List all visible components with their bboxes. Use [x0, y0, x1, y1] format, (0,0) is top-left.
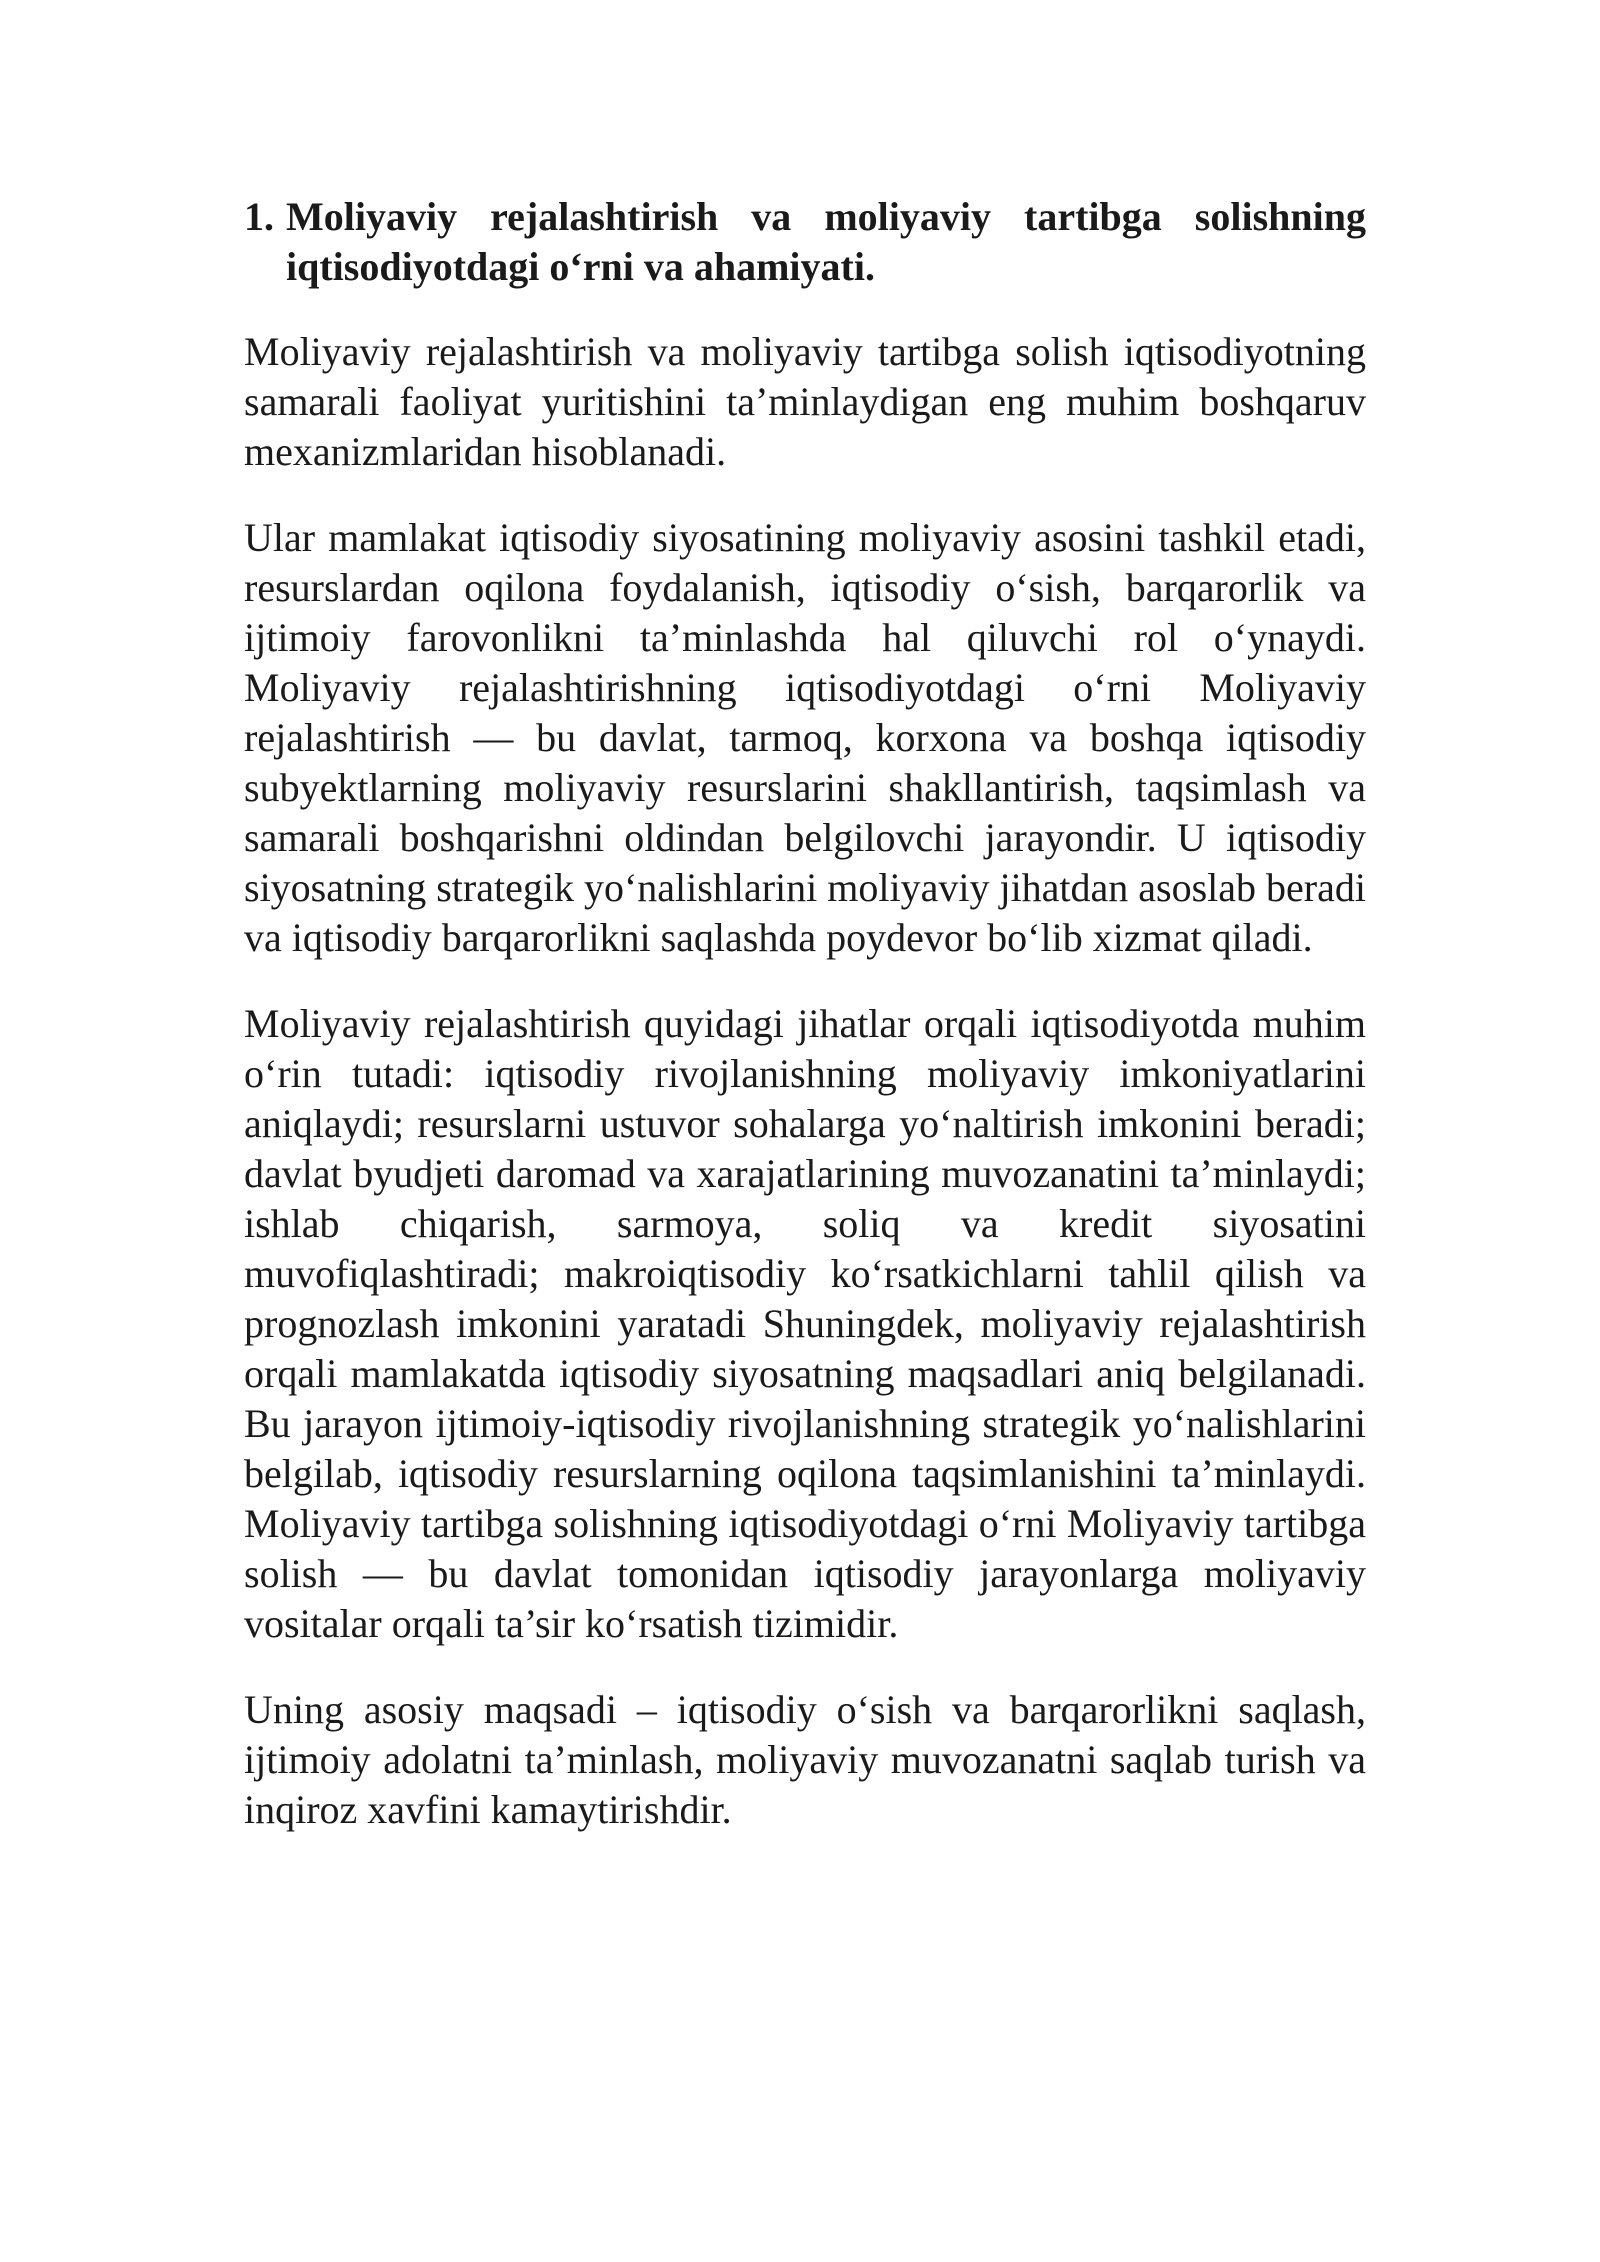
paragraph-3: Moliyaviy rejalashtirish quyidagi jihatlar orqali iqtisodiyotda muhim o‘rin tutadi: iqtisodiy rivojlanishning moliyaviy imkoniyatlarini aniqlaydi; resurslarni ustuvor sohalarga yo‘naltirish imkonini beradi; davlat byudjeti daromad va xarajatlarining muvozanatini ta’minlaydi; ishlab chiqarish, sarmoya, soliq va kredit siyosatini muvofiqlashtiradi; makroiqtisodiy ko‘rsatkichlarni tahlil qilish va prognozlash imkonini yaratadi Shuningdek, moliyaviy rejalashtirish orqali mamlakatda iqtisodiy siyosatning maqsadlari aniq belgilanadi. Bu jarayon ijtimoiy-iqtisodiy rivojlanishning strategik yo‘nalishlarini belgilab, iqtisodiy resurslarning oqilona taqsimlanishini ta’minlaydi. Moliyaviy tartibga solishning iqtisodiyotdagi o‘rni Moliyaviy tartibga solish — bu davlat tomonidan iqtisodiy jarayonlarga moliyaviy vositalar orqali ta’sir ko‘rsatish tizimidir.	[244, 1001, 1366, 1646]
paragraph-2: Ular mamlakat iqtisodiy siyosatining moliyaviy asosini tashkil etadi, resurslardan oqilona foydalanish, iqtisodiy o‘sish, barqarorlik va ijtimoiy farovonlikni ta’minlashda hal qiluvchi rol o‘ynaydi. Moliyaviy rejalashtirishning iqtisodiyotdagi o‘rni Moliyaviy rejalashtirish — bu davlat, tarmoq, korxona va boshqa iqtisodiy subyektlarning moliyaviy resurslarini shakllantirish, taqsimlash va samarali boshqarishni oldindan belgilovchi jarayondir. U iqtisodiy siyosatning strategik yo‘nalishlarini moliyaviy jihatdan asoslab beradi va iqtisodiy barqarorlikni saqlashda poydevor bo‘lib xizmat qiladi.	[244, 515, 1366, 960]
section-number: 1.	[244, 194, 274, 239]
document-page	[244, 192, 1366, 1871]
section-heading	[244, 192, 1366, 292]
paragraph-4: Uning asosiy maqsadi – iqtisodiy o‘sish va barqarorlikni saqlash, ijtimoiy adolatni ta’minlash, moliyaviy muvozanatni saqlab turish va inqiroz xavfini kamaytirishdir.	[244, 1687, 1366, 1832]
section-title: Moliyaviy rejalashtirish va moliyaviy tartibga solishning iqtisodiyotdagi o‘rni va ahamiyati.	[286, 194, 1366, 289]
paragraph-1: Moliyaviy rejalashtirish va moliyaviy tartibga solish iqtisodiyotning samarali faoliyat yuritishini ta’minlaydigan eng muhim boshqaruv mexanizmlaridan hisoblanadi.	[244, 329, 1366, 474]
